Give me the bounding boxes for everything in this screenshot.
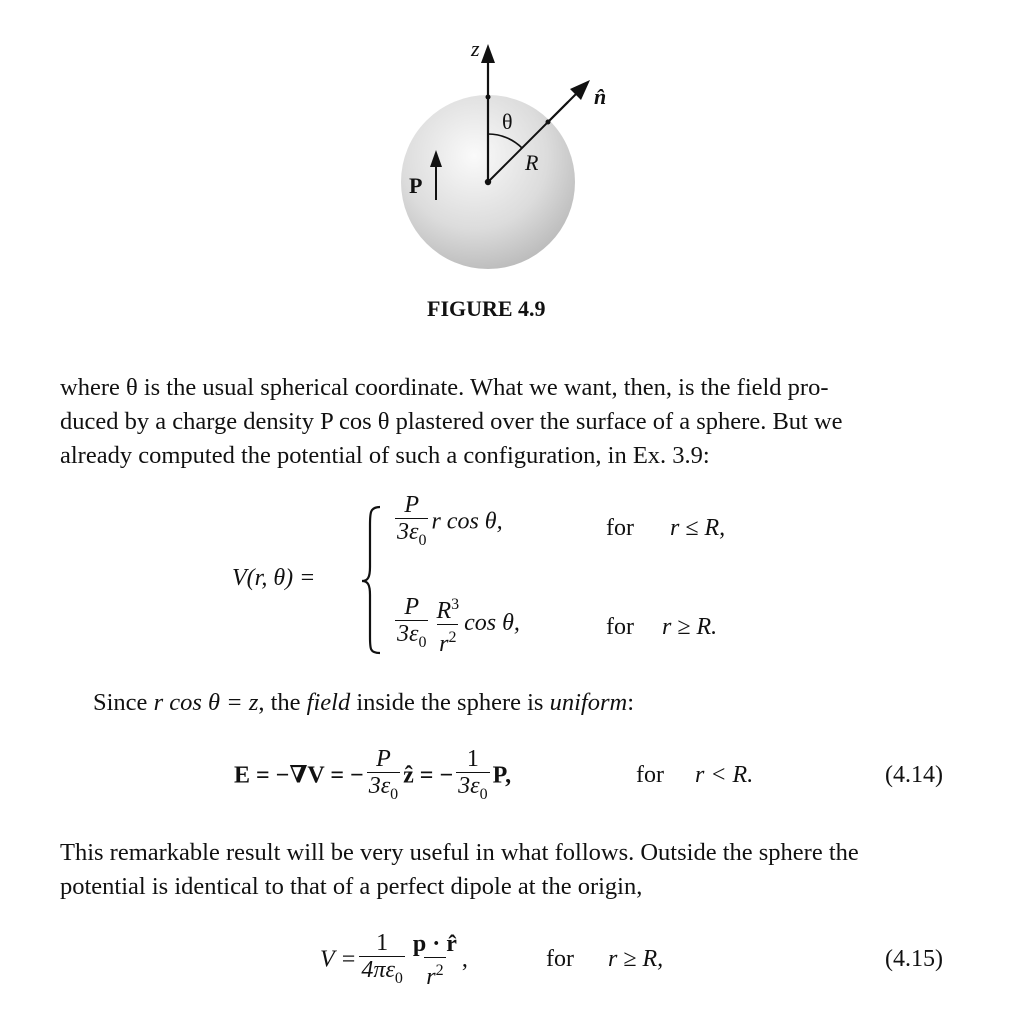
case-2-expression: cos θ, (464, 610, 520, 637)
r-label: R (525, 150, 539, 175)
paragraph-2-text-a: Since (93, 689, 154, 716)
eq-4-15-denominator-2: $r^2$ (424, 957, 445, 990)
paragraph-2-emphasis-field: field (306, 689, 351, 716)
eq-4-14-numerator-1: P (376, 746, 391, 772)
case-1-numerator: P (404, 492, 420, 518)
case-2-for: for (606, 614, 634, 640)
paragraph-3-line-2: potential is identical to that of a perfect dipole at the origin, (60, 873, 643, 900)
case-2-numerator-2: $R^3$ (436, 596, 460, 624)
paragraph-2-emphasis-uniform: uniform (549, 689, 628, 716)
eq-4-14-fraction-1 (367, 746, 400, 808)
case-1-condition: r ≤ R, (670, 515, 726, 541)
eq-4-14-for: for (636, 762, 664, 788)
cases-brace (360, 505, 384, 655)
p-label: P (409, 173, 423, 198)
case-2-denominator-1: $3\varepsilon_0$ (395, 620, 428, 656)
paragraph-3 (60, 836, 951, 904)
case-1-denominator: $3\varepsilon_0$ (395, 518, 428, 554)
paragraph-1-line-1: where θ is the usual spherical coordinate. What we want, then, is the field pro- (60, 374, 829, 401)
case-2-numerator-1: P (404, 593, 420, 620)
case-2-denominator-2: $r^2$ (437, 624, 458, 657)
paragraph-1 (60, 371, 951, 473)
eq-4-14-condition: r < R. (695, 762, 754, 788)
paragraph-2-text-c: inside the sphere is (350, 689, 550, 716)
eq-4-15-numerator-2: p · r̂ (412, 931, 457, 958)
eq-4-15-lhs: V = (320, 946, 357, 973)
n-label: n̂ (594, 84, 607, 109)
eq-4-14-denominator-1: $3\varepsilon_0$ (367, 772, 400, 808)
eq-4-14-numerator-2: 1 (466, 746, 479, 772)
paragraph-2 (93, 686, 634, 720)
eq-4-15-condition: r ≥ R, (608, 946, 664, 972)
paragraph-1-line-3: already computed the potential of such a configuration, in Ex. 3.9: (60, 442, 710, 469)
case-2-fraction-1 (395, 594, 428, 656)
case-2-condition: r ≥ R. (662, 614, 718, 640)
case-1-for: for (606, 515, 634, 541)
eq-4-15-denominator-1: $4\pi\varepsilon_0$ (359, 956, 404, 992)
case-2 (392, 592, 520, 657)
theta-label: θ (502, 109, 513, 134)
eq-4-15-number: (4.15) (885, 946, 943, 972)
eq-4-14-denominator-2: $3\varepsilon_0$ (456, 772, 489, 808)
z-label: z (471, 36, 480, 61)
n-surface-dot (546, 120, 551, 125)
eq-4-14-middle: ẑ = − (403, 762, 454, 789)
paragraph-2-text-b: , the (258, 689, 307, 716)
sphere-figure (0, 0, 1011, 330)
potential-lhs: V(r, θ) = (232, 565, 316, 591)
eq-4-14-lhs: E = −∇V = − (234, 762, 364, 789)
center-dot (485, 179, 491, 185)
eq-4-15-for: for (546, 946, 574, 972)
paragraph-2-math: r cos θ = z (153, 689, 259, 716)
paragraph-2-text-d: : (627, 689, 634, 716)
eq-4-15-numerator-1: 1 (376, 930, 389, 956)
case-2-fraction-2 (434, 592, 461, 657)
case-1 (392, 492, 503, 554)
paragraph-3-line-1: This remarkable result will be very useful in what follows. Outside the sphere the (60, 839, 859, 866)
eq-4-14-fraction-2 (456, 746, 489, 808)
eq-4-15-fraction-1 (359, 930, 404, 992)
eq-4-15-fraction-2 (411, 931, 459, 990)
eq-4-14-end: P, (492, 762, 512, 789)
equation-4-14 (234, 746, 511, 808)
z-arrowhead (481, 44, 495, 63)
case-1-expression: r cos θ, (431, 508, 503, 535)
paragraph-1-line-2: duced by a charge density P cos θ plastered over the surface of a sphere. But we (60, 408, 843, 435)
equation-4-15: V = $\frac{1}{4\pi\varepsilon_0}$ $\frac{p \cdot r̂}{r^2}$ , (320, 930, 468, 991)
z-surface-dot (486, 95, 491, 100)
case-1-fraction (395, 492, 428, 554)
eq-4-14-number: (4.14) (885, 762, 943, 788)
figure-caption: FIGURE 4.9 (427, 296, 546, 321)
